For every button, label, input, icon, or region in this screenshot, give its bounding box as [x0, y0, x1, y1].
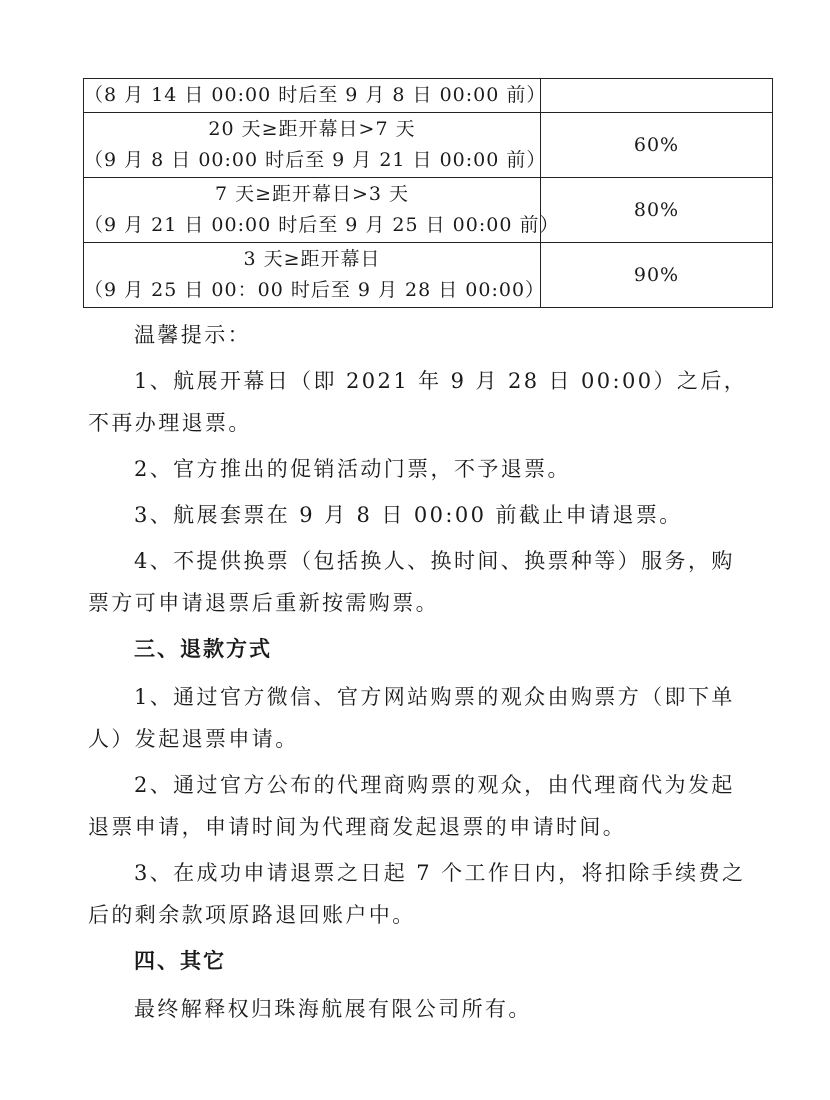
fee-rate-cell: 60% — [541, 113, 773, 178]
period-condition: 3 天≥距开幕日 — [243, 248, 381, 270]
period-cell — [84, 113, 547, 178]
refund-method-item: 1、通过官方微信、官方网站购票的观众由购票方（即下单人）发起退票申请。 — [88, 685, 735, 751]
fee-rate-cell: 90% — [541, 243, 773, 308]
document-body — [88, 314, 748, 1034]
section-heading: 三、退款方式 — [134, 637, 272, 661]
period-date-range: （9 月 21 日 00:00 时后至 9 月 25 日 00:00 前） — [84, 214, 560, 236]
period-cell — [84, 79, 547, 113]
table-row — [84, 243, 773, 308]
period-condition: 20 天≥距开幕日>7 天 — [208, 118, 416, 140]
tip-item: 4、不提供换票（包括换人、换时间、换票种等）服务，购票方可申请退票后重新按需购票。 — [88, 549, 735, 615]
fee-rate-cell — [541, 79, 773, 113]
fee-rate-cell: 80% — [541, 178, 773, 243]
tip-item: 1、航展开幕日（即 2021 年 9 月 28 日 00:00）之后，不再办理退票。 — [88, 369, 748, 435]
table-row — [84, 113, 773, 178]
period-cell — [84, 243, 546, 308]
period-date-range: （9 月 8 日 00:00 时后至 9 月 21 日 00:00 前） — [84, 149, 547, 171]
tip-item: 2、官方推出的促销活动门票，不予退票。 — [134, 457, 571, 481]
refund-fee-table — [83, 78, 773, 308]
period-date-range: （9 月 25 日 00：00 时后至 9 月 28 日 00:00） — [84, 279, 546, 301]
refund-method-item: 2、通过官方公布的代理商购票的观众，由代理商代为发起退票申请，申请时间为代理商发起退票的申请时间。 — [88, 773, 735, 839]
period-cell — [84, 178, 560, 243]
table-row — [84, 178, 773, 243]
tips-title: 温馨提示： — [134, 323, 251, 347]
interpretation-statement: 最终解释权归珠海航展有限公司所有。 — [134, 997, 532, 1021]
section-heading: 四、其它 — [134, 949, 226, 973]
period-condition: 7 天≥距开幕日>3 天 — [214, 183, 410, 205]
period-date-range: （8 月 14 日 00:00 时后至 9 月 8 日 00:00 前） — [84, 84, 547, 106]
tip-item: 3、航展套票在 9 月 8 日 00:00 前截止申请退票。 — [134, 503, 683, 527]
table-row — [84, 79, 773, 113]
refund-method-item: 3、在成功申请退票之日起 7 个工作日内，将扣除手续费之后的剩余款项原路退回账户中。 — [88, 861, 746, 927]
